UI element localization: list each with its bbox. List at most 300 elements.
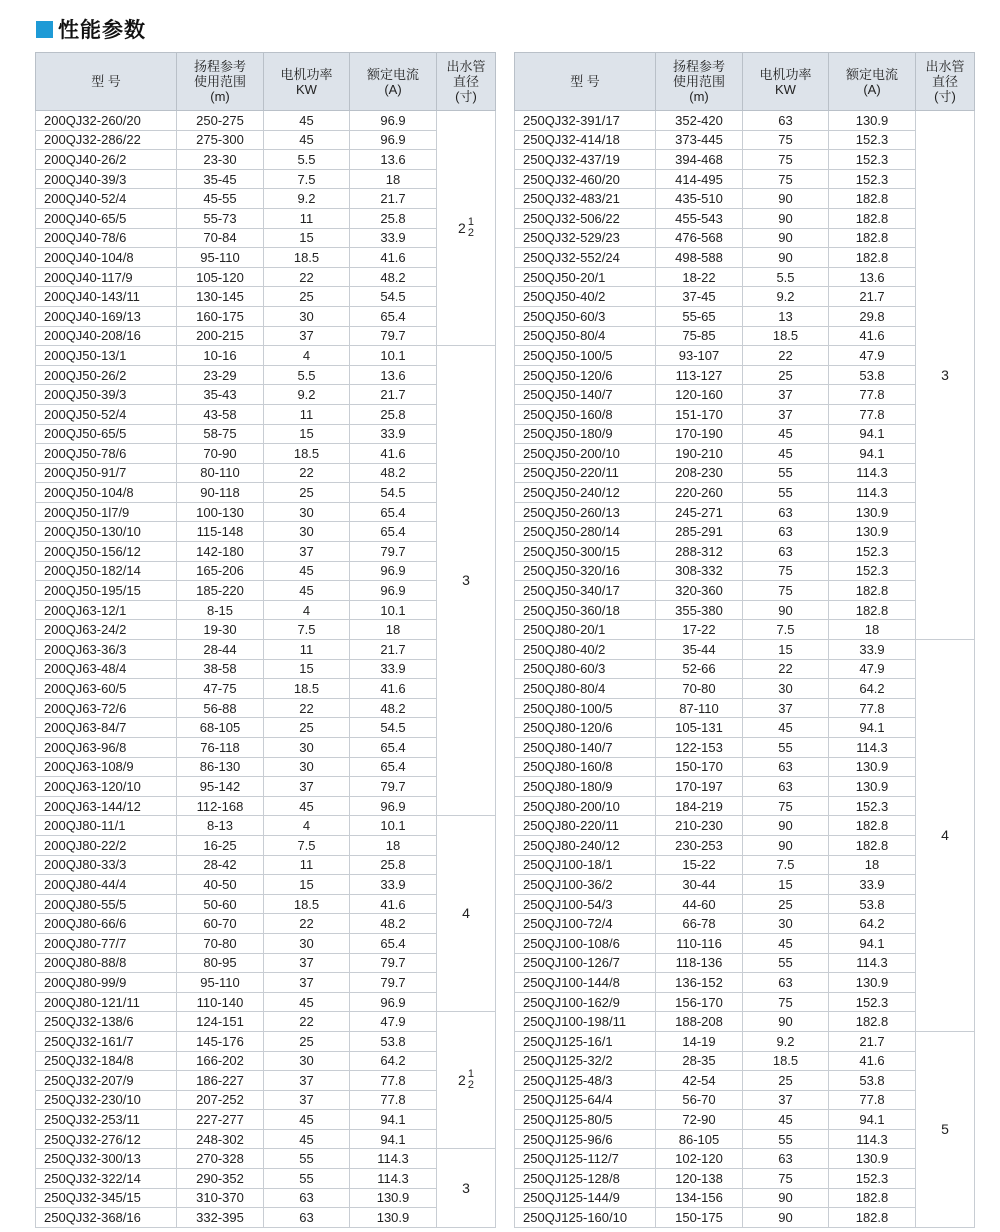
motor-power-cell: 45 [264,1110,350,1130]
model-cell: 200QJ40-208/16 [36,326,177,346]
model-cell: 250QJ32-253/11 [36,1110,177,1130]
motor-power-cell: 55 [743,483,829,503]
table-row [36,679,496,699]
table-row [515,600,975,620]
header-model: 型 号 [36,53,177,111]
head-range-cell: 290-352 [177,1169,264,1189]
model-cell: 250QJ50-320/16 [515,561,656,581]
head-range-cell: 70-80 [656,679,743,699]
table-row [515,404,975,424]
head-range-cell: 124-151 [177,1012,264,1032]
motor-power-cell: 30 [264,933,350,953]
rated-current-cell: 10.1 [350,816,437,836]
model-cell: 250QJ32-161/7 [36,1031,177,1051]
rated-current-cell: 114.3 [829,483,916,503]
model-cell: 250QJ125-64/4 [515,1090,656,1110]
head-range-cell: 105-131 [656,718,743,738]
rated-current-cell: 79.7 [350,973,437,993]
motor-power-cell: 30 [264,306,350,326]
head-range-cell: 44-60 [656,894,743,914]
model-cell: 200QJ50-78/6 [36,444,177,464]
rated-current-cell: 25.8 [350,855,437,875]
motor-power-cell: 45 [743,718,829,738]
motor-power-cell: 55 [743,738,829,758]
motor-power-cell: 9.2 [264,385,350,405]
table-row [36,267,496,287]
table-row [515,444,975,464]
right-parameter-table [514,52,975,1228]
model-cell: 200QJ50-26/2 [36,365,177,385]
rated-current-cell: 64.2 [829,914,916,934]
rated-current-cell: 33.9 [350,424,437,444]
model-cell: 200QJ50-1l7/9 [36,502,177,522]
table-row [36,130,496,150]
rated-current-cell: 33.9 [350,659,437,679]
model-cell: 250QJ32-368/16 [36,1208,177,1228]
table-row [515,875,975,895]
model-cell: 200QJ50-195/15 [36,581,177,601]
rated-current-cell: 53.8 [829,1071,916,1091]
head-range-cell: 87-110 [656,698,743,718]
head-range-cell: 220-260 [656,483,743,503]
rated-current-cell: 96.9 [350,992,437,1012]
table-row [515,835,975,855]
head-range-cell: 245-271 [656,502,743,522]
table-row [515,248,975,268]
motor-power-cell: 9.2 [264,189,350,209]
motor-power-cell: 22 [743,346,829,366]
head-range-cell: 86-130 [177,757,264,777]
motor-power-cell: 55 [743,463,829,483]
head-range-cell: 115-148 [177,522,264,542]
table-row [515,698,975,718]
motor-power-cell: 22 [743,659,829,679]
head-range-cell: 15-22 [656,855,743,875]
rated-current-cell: 21.7 [829,287,916,307]
head-range-cell: 166-202 [177,1051,264,1071]
rated-current-cell: 114.3 [829,463,916,483]
head-range-cell: 70-80 [177,933,264,953]
head-range-cell: 373-445 [656,130,743,150]
head-range-cell: 308-332 [656,561,743,581]
table-row [515,385,975,405]
motor-power-cell: 90 [743,189,829,209]
model-cell: 200QJ80-77/7 [36,933,177,953]
rated-current-cell: 47.9 [829,346,916,366]
model-cell: 200QJ63-120/10 [36,777,177,797]
head-range-cell: 72-90 [656,1110,743,1130]
model-cell: 200QJ40-78/6 [36,228,177,248]
rated-current-cell: 41.6 [350,679,437,699]
rated-current-cell: 130.9 [829,1149,916,1169]
table-row [36,894,496,914]
model-cell: 250QJ50-220/11 [515,463,656,483]
outlet-diameter-cell: 4 [916,640,975,1032]
motor-power-cell: 18.5 [743,326,829,346]
rated-current-cell: 54.5 [350,287,437,307]
table-row [515,1149,975,1169]
motor-power-cell: 11 [264,208,350,228]
head-range-cell: 45-55 [177,189,264,209]
header-motor-power: 电机功率 KW [264,53,350,111]
motor-power-cell: 22 [264,267,350,287]
rated-current-cell: 25.8 [350,404,437,424]
head-range-cell: 70-90 [177,444,264,464]
motor-power-cell: 45 [743,424,829,444]
table-row [36,1129,496,1149]
table-row [36,933,496,953]
motor-power-cell: 90 [743,835,829,855]
head-range-cell: 113-127 [656,365,743,385]
motor-power-cell: 5.5 [264,365,350,385]
motor-power-cell: 18.5 [264,679,350,699]
table-row [515,424,975,444]
head-range-cell: 230-253 [656,835,743,855]
header-motor-power: 电机功率 KW [743,53,829,111]
table-row [515,1090,975,1110]
title-text: 性能参数 [58,18,146,42]
model-cell: 200QJ40-117/9 [36,267,177,287]
rated-current-cell: 64.2 [350,1051,437,1071]
table-row [36,483,496,503]
outlet-diameter-cell: 3 [437,346,496,816]
motor-power-cell: 15 [264,228,350,248]
motor-power-cell: 13 [743,306,829,326]
header-model: 型 号 [515,53,656,111]
motor-power-cell: 75 [743,796,829,816]
rated-current-cell: 53.8 [829,894,916,914]
table-row [36,953,496,973]
rated-current-cell: 114.3 [829,1129,916,1149]
motor-power-cell: 75 [743,130,829,150]
head-range-cell: 134-156 [656,1188,743,1208]
rated-current-cell: 130.9 [829,522,916,542]
motor-power-cell: 37 [264,542,350,562]
rated-current-cell: 33.9 [350,875,437,895]
motor-power-cell: 25 [264,483,350,503]
model-cell: 250QJ125-112/7 [515,1149,656,1169]
head-range-cell: 151-170 [656,404,743,424]
head-range-cell: 28-35 [656,1051,743,1071]
model-cell: 250QJ32-322/14 [36,1169,177,1189]
table-row [515,679,975,699]
motor-power-cell: 9.2 [743,1031,829,1051]
rated-current-cell: 33.9 [829,640,916,660]
motor-power-cell: 55 [743,953,829,973]
head-range-cell: 50-60 [177,894,264,914]
head-range-cell: 414-495 [656,169,743,189]
head-range-cell: 476-568 [656,228,743,248]
head-range-cell: 100-130 [177,502,264,522]
model-cell: 200QJ80-99/9 [36,973,177,993]
model-cell: 250QJ32-460/20 [515,169,656,189]
model-cell: 250QJ100-108/6 [515,933,656,953]
motor-power-cell: 90 [743,208,829,228]
table-row [515,228,975,248]
head-range-cell: 120-160 [656,385,743,405]
model-cell: 200QJ63-72/6 [36,698,177,718]
head-range-cell: 110-140 [177,992,264,1012]
head-range-cell: 8-13 [177,816,264,836]
head-range-cell: 394-468 [656,150,743,170]
table-row [515,738,975,758]
rated-current-cell: 10.1 [350,346,437,366]
model-cell: 200QJ80-11/1 [36,816,177,836]
rated-current-cell: 41.6 [350,444,437,464]
table-row [36,659,496,679]
motor-power-cell: 25 [264,718,350,738]
table-row [515,189,975,209]
motor-power-cell: 90 [743,1208,829,1228]
model-cell: 200QJ80-33/3 [36,855,177,875]
head-range-cell: 185-220 [177,581,264,601]
motor-power-cell: 5.5 [743,267,829,287]
table-row [515,796,975,816]
motor-power-cell: 90 [743,1188,829,1208]
head-range-cell: 130-145 [177,287,264,307]
head-range-cell: 23-30 [177,150,264,170]
model-cell: 250QJ50-120/6 [515,365,656,385]
model-cell: 250QJ32-276/12 [36,1129,177,1149]
rated-current-cell: 18 [350,620,437,640]
section-title [36,16,146,42]
table-row [36,228,496,248]
head-range-cell: 120-138 [656,1169,743,1189]
head-range-cell: 156-170 [656,992,743,1012]
rated-current-cell: 152.3 [829,130,916,150]
left-parameter-table [35,52,496,1228]
rated-current-cell: 94.1 [829,1110,916,1130]
model-cell: 200QJ80-44/4 [36,875,177,895]
table-row [36,463,496,483]
motor-power-cell: 37 [264,953,350,973]
table-row [515,1051,975,1071]
rated-current-cell: 18 [829,855,916,875]
model-cell: 250QJ50-260/13 [515,502,656,522]
table-row [515,777,975,797]
model-cell: 250QJ80-120/6 [515,718,656,738]
rated-current-cell: 130.9 [829,973,916,993]
table-row [515,1071,975,1091]
motor-power-cell: 75 [743,561,829,581]
table-row [36,738,496,758]
model-cell: 250QJ125-128/8 [515,1169,656,1189]
head-range-cell: 18-22 [656,267,743,287]
head-range-cell: 17-22 [656,620,743,640]
rated-current-cell: 21.7 [350,385,437,405]
table-row [36,1051,496,1071]
rated-current-cell: 79.7 [350,953,437,973]
model-cell: 200QJ40-26/2 [36,150,177,170]
model-cell: 250QJ125-48/3 [515,1071,656,1091]
rated-current-cell: 65.4 [350,502,437,522]
table-row [36,404,496,424]
model-cell: 250QJ32-437/19 [515,150,656,170]
head-range-cell: 60-70 [177,914,264,934]
motor-power-cell: 15 [264,659,350,679]
model-cell: 250QJ32-529/23 [515,228,656,248]
rated-current-cell: 41.6 [350,894,437,914]
rated-current-cell: 18 [829,620,916,640]
model-cell: 200QJ32-286/22 [36,130,177,150]
head-range-cell: 184-219 [656,796,743,816]
table-row [36,992,496,1012]
table-row [515,208,975,228]
rated-current-cell: 13.6 [350,365,437,385]
head-range-cell: 40-50 [177,875,264,895]
table-row [36,835,496,855]
head-range-cell: 23-29 [177,365,264,385]
rated-current-cell: 152.3 [829,796,916,816]
model-cell: 200QJ63-12/1 [36,600,177,620]
table-row [36,855,496,875]
rated-current-cell: 65.4 [350,522,437,542]
model-cell: 250QJ50-340/17 [515,581,656,601]
outlet-diameter-cell: 3 [916,111,975,640]
table-row [36,306,496,326]
rated-current-cell: 18 [350,835,437,855]
head-range-cell: 75-85 [656,326,743,346]
head-range-cell: 66-78 [656,914,743,934]
head-range-cell: 275-300 [177,130,264,150]
head-range-cell: 498-588 [656,248,743,268]
rated-current-cell: 48.2 [350,914,437,934]
header-rated-current: 额定电流 (A) [829,53,916,111]
head-range-cell: 150-175 [656,1208,743,1228]
motor-power-cell: 30 [264,1051,350,1071]
motor-power-cell: 7.5 [743,620,829,640]
model-cell: 250QJ32-391/17 [515,111,656,131]
table-row [515,346,975,366]
rated-current-cell: 182.8 [829,835,916,855]
head-range-cell: 58-75 [177,424,264,444]
motor-power-cell: 45 [264,111,350,131]
head-range-cell: 136-152 [656,973,743,993]
table-row [515,502,975,522]
table-row [515,1188,975,1208]
model-cell: 250QJ32-184/8 [36,1051,177,1071]
rated-current-cell: 77.8 [829,1090,916,1110]
rated-current-cell: 130.9 [829,111,916,131]
table-row [515,855,975,875]
table-row [515,581,975,601]
table-row [36,757,496,777]
table-row [36,502,496,522]
head-range-cell: 310-370 [177,1188,264,1208]
table-row [515,1129,975,1149]
header-head-range: 扬程参考 使用范围 (m) [177,53,264,111]
model-cell: 200QJ50-39/3 [36,385,177,405]
header-outlet-diameter: 出水管 直径 (寸) [437,53,496,111]
model-cell: 200QJ40-65/5 [36,208,177,228]
motor-power-cell: 75 [743,150,829,170]
rated-current-cell: 96.9 [350,581,437,601]
model-cell: 200QJ50-182/14 [36,561,177,581]
rated-current-cell: 48.2 [350,463,437,483]
motor-power-cell: 37 [264,777,350,797]
table-row [515,150,975,170]
model-cell: 250QJ80-80/4 [515,679,656,699]
motor-power-cell: 63 [743,973,829,993]
model-cell: 200QJ80-55/5 [36,894,177,914]
head-range-cell: 112-168 [177,796,264,816]
head-range-cell: 80-110 [177,463,264,483]
motor-power-cell: 63 [743,502,829,522]
model-cell: 250QJ80-40/2 [515,640,656,660]
head-range-cell: 14-19 [656,1031,743,1051]
head-range-cell: 70-84 [177,228,264,248]
motor-power-cell: 75 [743,1169,829,1189]
head-range-cell: 248-302 [177,1129,264,1149]
rated-current-cell: 41.6 [829,1051,916,1071]
model-cell: 200QJ50-104/8 [36,483,177,503]
rated-current-cell: 65.4 [350,306,437,326]
model-cell: 200QJ40-143/11 [36,287,177,307]
head-range-cell: 320-360 [656,581,743,601]
outlet-diameter-cell [437,1012,496,1149]
head-range-cell: 250-275 [177,111,264,131]
motor-power-cell: 30 [264,738,350,758]
motor-power-cell: 90 [743,1012,829,1032]
head-range-cell: 10-16 [177,346,264,366]
rated-current-cell: 77.8 [829,385,916,405]
rated-current-cell: 77.8 [350,1090,437,1110]
table-row [36,640,496,660]
rated-current-cell: 65.4 [350,738,437,758]
head-range-cell: 142-180 [177,542,264,562]
model-cell: 200QJ32-260/20 [36,111,177,131]
rated-current-cell: 10.1 [350,600,437,620]
table-row [36,1169,496,1189]
rated-current-cell: 79.7 [350,542,437,562]
table-row [36,796,496,816]
motor-power-cell: 37 [264,1071,350,1091]
motor-power-cell: 37 [743,385,829,405]
motor-power-cell: 63 [743,1149,829,1169]
motor-power-cell: 75 [743,169,829,189]
head-range-cell: 56-88 [177,698,264,718]
rated-current-cell: 94.1 [829,718,916,738]
table-row [36,326,496,346]
motor-power-cell: 63 [743,542,829,562]
model-cell: 200QJ80-66/6 [36,914,177,934]
table-row [515,326,975,346]
model-cell: 250QJ100-198/11 [515,1012,656,1032]
table-row [515,1169,975,1189]
head-range-cell: 190-210 [656,444,743,464]
rated-current-cell: 21.7 [350,640,437,660]
motor-power-cell: 4 [264,816,350,836]
table-row [515,933,975,953]
model-cell: 250QJ100-162/9 [515,992,656,1012]
rated-current-cell: 94.1 [829,933,916,953]
motor-power-cell: 37 [264,326,350,346]
head-range-cell: 435-510 [656,189,743,209]
table-row [515,365,975,385]
model-cell: 250QJ125-32/2 [515,1051,656,1071]
rated-current-cell: 152.3 [829,542,916,562]
rated-current-cell: 96.9 [350,796,437,816]
head-range-cell: 38-58 [177,659,264,679]
rated-current-cell: 152.3 [829,992,916,1012]
head-range-cell: 352-420 [656,111,743,131]
table-row [515,1110,975,1130]
model-cell: 200QJ40-169/13 [36,306,177,326]
motor-power-cell: 45 [264,561,350,581]
model-cell: 250QJ80-180/9 [515,777,656,797]
head-range-cell: 35-43 [177,385,264,405]
table-row [36,914,496,934]
